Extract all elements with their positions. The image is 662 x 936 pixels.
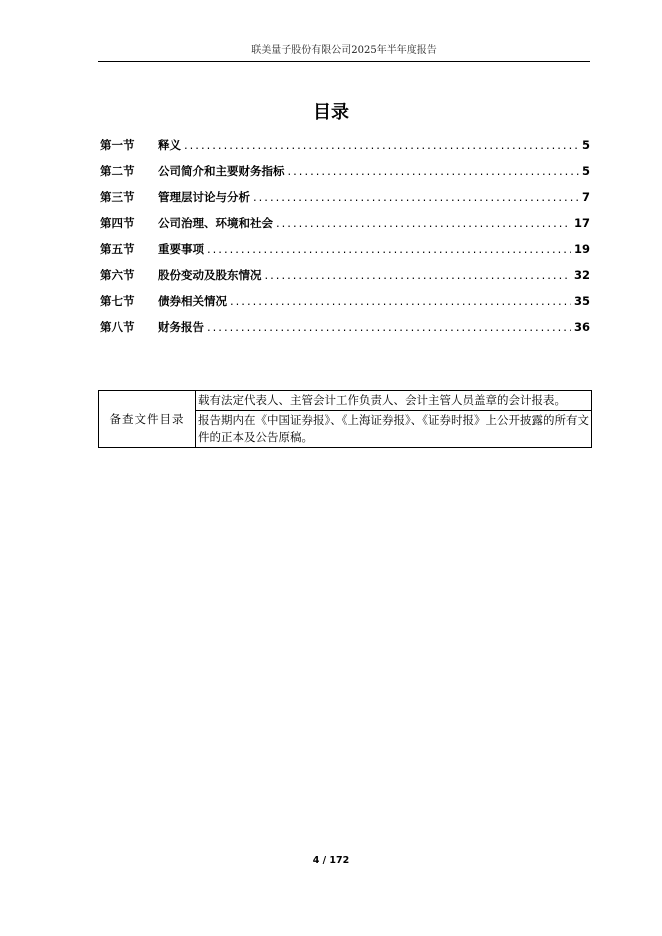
- toc-section-number: 第八节: [100, 320, 135, 334]
- toc-page-number: 17: [573, 216, 590, 230]
- toc-page-number: 35: [573, 294, 590, 308]
- toc-section-name: 债券相关情况: [158, 294, 227, 308]
- toc-leader-dots: [184, 138, 579, 152]
- page-header: 联美量子股份有限公司2025年半年度报告: [251, 45, 437, 56]
- toc-section-number: 第三节: [100, 190, 135, 204]
- toc-page-number: 32: [573, 268, 590, 282]
- toc-title: 目录: [313, 102, 349, 123]
- reference-document-item: 载有法定代表人、主管会计工作负责人、会计主管人员盖章的会计报表。: [196, 391, 592, 411]
- toc-page-number: 7: [581, 190, 590, 204]
- toc-section-number: 第五节: [100, 242, 135, 256]
- toc-page-number: 19: [573, 242, 590, 256]
- toc-leader-dots: [230, 294, 571, 308]
- toc-section-number: 第四节: [100, 216, 135, 230]
- toc-entry[interactable]: [100, 137, 590, 163]
- header-divider: [98, 61, 590, 62]
- toc-section-number: 第二节: [100, 164, 135, 178]
- toc-section-name: 释义: [158, 138, 181, 152]
- toc-entry[interactable]: [100, 163, 590, 189]
- toc-entry[interactable]: [100, 267, 590, 293]
- toc-entry[interactable]: [100, 293, 590, 319]
- toc-page-number: 5: [581, 164, 590, 178]
- toc-section-number: 第七节: [100, 294, 135, 308]
- toc-section-name: 公司简介和主要财务指标: [158, 164, 285, 178]
- toc-leader-dots: [265, 268, 571, 282]
- table-row: [99, 391, 592, 411]
- toc-leader-dots: [276, 216, 571, 230]
- page-number: 4 / 172: [312, 855, 350, 866]
- toc-leader-dots: [253, 190, 579, 204]
- reference-documents-table: [98, 390, 592, 448]
- toc-section-number: 第一节: [100, 138, 135, 152]
- toc-entry[interactable]: [100, 241, 590, 267]
- toc-section-name: 财务报告: [158, 320, 204, 334]
- toc-section-name: 管理层讨论与分析: [158, 190, 250, 204]
- toc-section-name: 股份变动及股东情况: [158, 268, 262, 282]
- toc-leader-dots: [207, 320, 571, 334]
- toc-section-number: 第六节: [100, 268, 135, 282]
- toc-entry[interactable]: [100, 215, 590, 241]
- reference-document-item: 报告期内在《中国证券报》、《上海证券报》、《证券时报》上公开披露的所有文件的正本及公告原稿。: [196, 411, 592, 448]
- reference-documents-label: 备查文件目录: [99, 391, 196, 448]
- table-of-contents: [100, 137, 590, 345]
- toc-page-number: 5: [581, 138, 590, 152]
- toc-leader-dots: [207, 242, 571, 256]
- toc-entry[interactable]: [100, 319, 590, 345]
- toc-section-name: 重要事项: [158, 242, 204, 256]
- toc-section-name: 公司治理、环境和社会: [158, 216, 273, 230]
- toc-page-number: 36: [573, 320, 590, 334]
- toc-leader-dots: [288, 164, 579, 178]
- toc-entry[interactable]: [100, 189, 590, 215]
